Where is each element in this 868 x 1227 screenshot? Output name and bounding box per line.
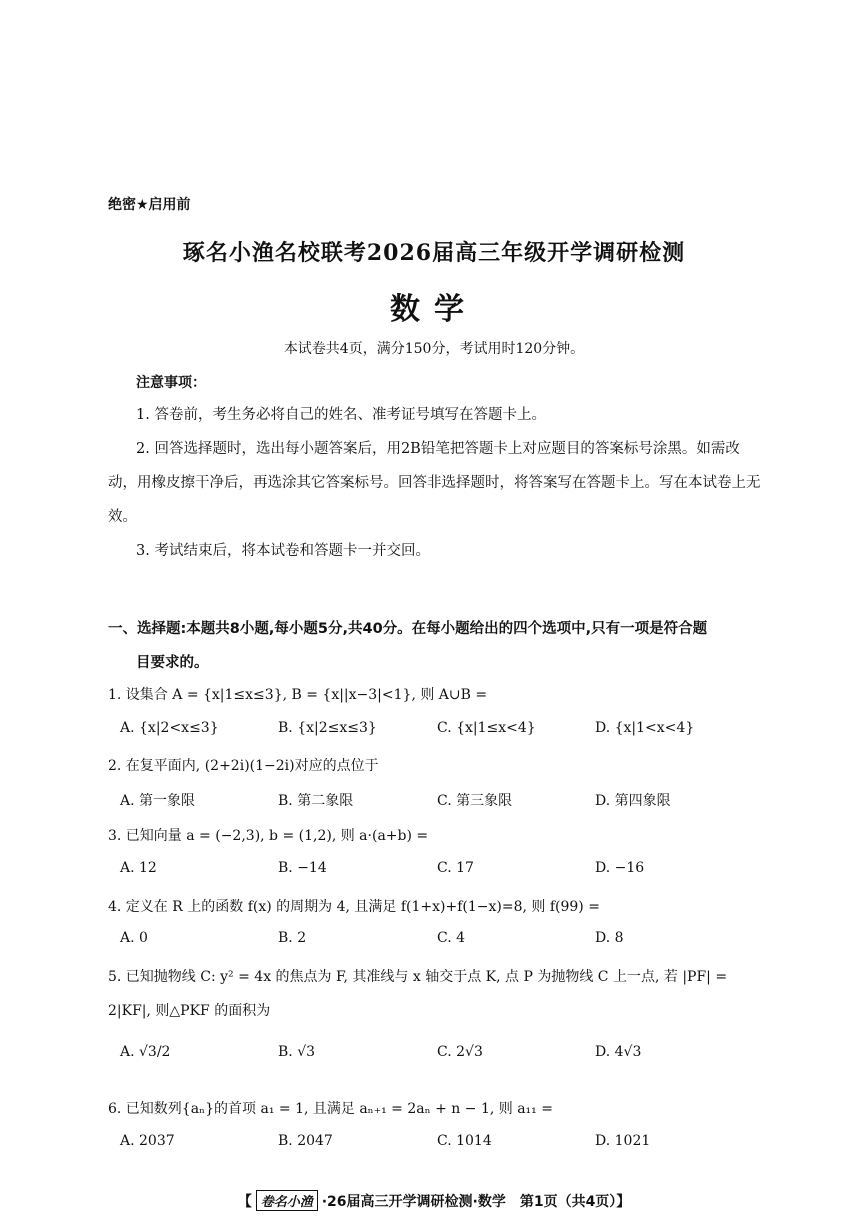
question-2-option-a: A. 第一象限 [120,793,196,809]
section-heading-line1: 一、选择题:本题共8小题,每小题5分,共40分。在每小题给出的四个选项中,只有一项是符合题 [108,621,708,637]
question-2-stem: 2. 在复平面内, (2+2i)(1−2i)对应的点位于 [108,758,379,774]
question-2-option-d: D. 第四象限 [595,793,671,809]
question-4-option-c: C. 4 [437,930,466,946]
question-6-stem: 6. 已知数列{aₙ}的首项 a₁ = 1, 且满足 aₙ₊₁ = 2aₙ + n − 1, 则 a₁₁ = [108,1101,553,1117]
footer-bracket-open: 【 [237,1194,252,1210]
exam-info: 本试卷共4页，满分150分，考试用时120分钟。 [283,341,585,357]
question-3-option-c: C. 17 [437,860,474,876]
question-5-option-a: A. √3/2 [120,1044,171,1060]
question-6-option-d: D. 1021 [595,1133,651,1149]
confidential-label: 绝密★启用前 [108,197,191,213]
question-1-option-b: B. {x|2≤x≤3} [278,720,377,736]
question-4-option-d: D. 8 [595,930,624,946]
question-5-stem-cont: 2|KF|, 则△PKF 的面积为 [108,1003,271,1019]
question-6-option-b: B. 2047 [278,1133,333,1149]
question-5-option-b: B. √3 [278,1044,316,1060]
question-1-option-d: D. {x|1<x<4} [595,720,695,736]
question-2-option-c: C. 第三象限 [437,793,513,809]
question-6-option-c: C. 1014 [437,1133,492,1149]
question-1-option-c: C. {x|1≤x<4} [437,720,536,736]
question-1-stem: 1. 设集合 A = {x|1≤x≤3}, B = {x||x−3|<1}, 则 A∪B = [108,687,488,703]
note-item-2: 2. 回答选择题时，选出每小题答案后，用2B铅笔把答题卡上对应题目的答案标号涂黑。如需改动，用橡皮擦干净后，再选涂其它答案标号。回答非选择题时，将答案写在答题卡上。写在本试卷上无效。 [108,441,761,525]
question-2-option-b: B. 第二象限 [278,793,354,809]
question-3-option-a: A. 12 [120,860,157,876]
note-item-1: 1. 答卷前，考生务必将自己的姓名、准考证号填写在答题卡上。 [136,407,546,423]
question-1-option-a: A. {x|2<x≤3} [120,720,219,736]
publisher-logo: 卷名小渔 [256,1190,318,1211]
exam-title: 琢名小渔名校联考2026届高三年级开学调研检测 [182,240,686,266]
question-3-option-d: D. −16 [595,860,645,876]
question-5-stem: 5. 已知抛物线 C: y² = 4x 的焦点为 F, 其准线与 x 轴交于点 K, 点 P 为抛物线 C 上一点, 若 |PF| = [108,969,728,985]
note-item-3: 3. 考试结束后，将本试卷和答题卡一并交回。 [136,543,430,559]
question-6-option-a: A. 2037 [120,1133,175,1149]
question-3-option-b: B. −14 [278,860,327,876]
question-4-stem: 4. 定义在 R 上的函数 f(x) 的周期为 4, 且满足 f(1+x)+f(1−x)=8, 则 f(99) = [108,899,600,915]
question-5-option-d: D. 4√3 [595,1044,642,1060]
page-footer [0,1190,868,1211]
question-4-option-b: B. 2 [278,930,307,946]
section-heading-line2: 目要求的。 [136,655,209,671]
question-3-stem: 3. 已知向量 a = (−2,3), b = (1,2), 则 a·(a+b) = [108,828,429,844]
notes-title: 注意事项： [136,375,206,391]
section-heading [108,612,768,680]
question-4-option-a: A. 0 [120,930,148,946]
question-5-option-c: C. 2√3 [437,1044,483,1060]
footer-text: ·26届高三开学调研检测·数学 第1页（共4页） [321,1194,617,1210]
subject-title: 数学 [390,292,478,327]
footer-bracket-close: 】 [616,1194,631,1210]
